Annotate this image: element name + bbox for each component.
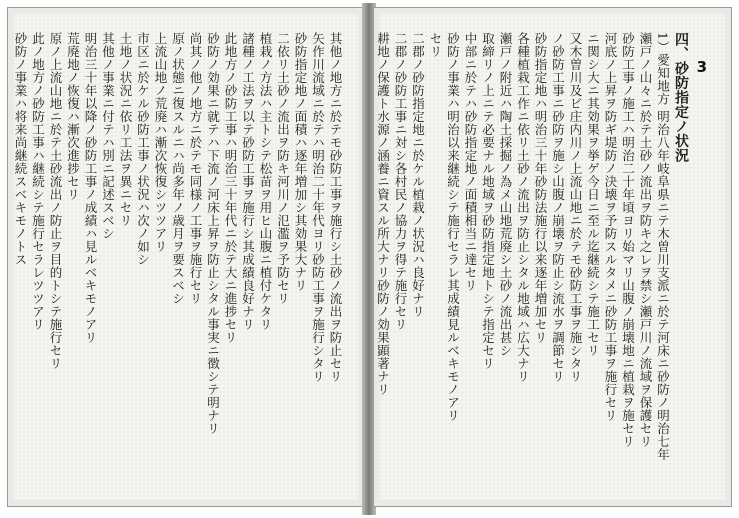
text-line: 矢作川流域ニ於テハ明治二十年代ヨリ砂防工事ヲ施行シタリ xyxy=(310,32,326,383)
page-number: 3 xyxy=(696,58,707,76)
text-line: 市区ニ於ケル砂防工事ノ状況ハ次ノ如シ xyxy=(135,32,151,266)
text-line: 砂防指定地ハ明治三十年砂防法施行以来逐年増加セリ xyxy=(533,32,548,344)
text-line: 此地方ノ砂防工事ハ明治三十年代ニ於テ大ニ進捗セリ xyxy=(223,32,238,344)
right-page xyxy=(373,7,732,507)
text-line: ニ関シ大ニ其効果ヲ挙ゲ今日ニ至ル迄継続シテ施工セリ xyxy=(585,32,601,357)
text-line: 耕地ノ保護ト水源ノ涵養ニ資スル所大ナリ砂防ノ効果顕著ナリ xyxy=(375,32,391,396)
left-page xyxy=(7,7,365,507)
section-heading: 四、砂防指定ノ状況 xyxy=(673,32,689,163)
text-line: 砂防工事ノ施工ハ明治二十年頃ヨリ始マリ山腹ノ崩壊地ニ植栽ヲ施セリ xyxy=(620,32,636,448)
text-line: 植栽ノ方法ハ主トシテ松苗ヲ用ヒ山腹ニ植付ケタリ xyxy=(258,32,273,331)
text-line: セリ xyxy=(428,32,443,58)
text-line: 砂防指定地ノ面積ハ逐年増加シ其効果大ナリ xyxy=(293,32,308,292)
open-book xyxy=(3,3,736,515)
text-line: 荒廃地ノ恢復ハ漸次進捗セリ xyxy=(65,32,81,201)
text-line: 原ノ上流山地ニ於テ土砂流出ノ防止ヲ目的トシテ施行セリ xyxy=(48,32,63,370)
text-line: 二郡ノ砂防指定地ニ於ケル植栽ノ状況ハ良好ナリ xyxy=(410,32,426,318)
text-line: 二郡ノ砂防工事ニ対シ各村民ノ協力ヲ得テ施行セリ xyxy=(393,32,408,331)
text-line: 取締リノ上ニテ必要ナル地域ヲ砂防指定地トシテ指定セリ xyxy=(480,32,496,370)
text-line: 土地ノ状況ニ依リ工法ヲ異ニセリ xyxy=(118,32,133,227)
text-line: 明治三十年以降ノ砂防工事ノ成績ハ見ルベキモノアリ xyxy=(83,32,98,344)
text-line: 尚其ノ他ノ地方ニ於テモ同様ノ工事ヲ施行セリ xyxy=(188,32,203,305)
text-line: 瀬戸ノ附近ハ陶土採掘ノ為メ山地荒廃シ土砂ノ流出甚シ xyxy=(498,32,513,357)
text-line: 諸種ノ工法ヲ以テ砂防工事ヲ施行シ其成績良好ナリ xyxy=(240,32,256,331)
text-line: 砂防ノ事業ハ将来尚継続スベキモノトス xyxy=(13,32,28,266)
text-line: ノ砂防工事ニ砂防ヲ施シ山腹ノ崩壊ヲ防止シ流水ヲ調節セリ xyxy=(550,32,566,383)
text-line: 中部ニ於テハ砂防指定地ノ面積相当ニ達セリ xyxy=(463,32,478,292)
left-page-paper xyxy=(14,14,358,500)
text-line: 河底ノ上昇ヲ防ギ堤防ノ決壊ヲ予防スルタメニ砂防工事ヲ施行セリ xyxy=(603,32,618,422)
text-line: 此ノ地方ノ砂防工事ハ継続シテ施行セラレツツアリ xyxy=(30,32,46,331)
text-line: 瀬戸ノ山々ニ於テ土砂ノ流出ヲ防キ之レヲ禁シ瀬戸川ノ流域ヲ保護セリ xyxy=(638,32,653,448)
text-line: 砂防ノ効果ニ就テハ下流ノ河床上昇ヲ防止シタル事実ニ徴シテ明ナリ xyxy=(205,32,221,435)
text-line: 上流山地ノ荒廃ハ漸次恢復シツツアリ xyxy=(153,32,168,253)
text-line: 1）愛知地方 明治八年岐阜県ニテ木曽川支派ニ於テ河床ニ砂防ノ明治七年 xyxy=(655,32,671,461)
text-line: 原ノ状態ニ復スルニハ尚多年ノ歳月ヲ要スベシ xyxy=(170,32,186,305)
text-line: 砂防ノ事業ハ明治以来継続シテ施行セラレ其成績見ルベキモノアリ xyxy=(445,32,461,422)
text-line: 各種植栽工作ニ依リ土砂ノ流出ヲ防止シタル地域ハ広大ナリ xyxy=(515,32,531,383)
text-line: 其他ノ事業ニ付テハ別ニ記述スベシ xyxy=(100,32,116,240)
right-page-paper xyxy=(375,14,725,500)
text-line: 又木曽川及ビ庄内川ノ上流山地ニ於テモ砂防工事ヲ施シタリ xyxy=(568,32,583,383)
text-line: 二依リ土砂ノ流出ヲ防キ河川ノ氾濫ヲ予防セリ xyxy=(275,32,291,305)
text-line: 其他ノ地方ニ於テモ砂防工事ヲ施行シ土砂ノ流出ヲ防止セリ xyxy=(328,32,343,383)
